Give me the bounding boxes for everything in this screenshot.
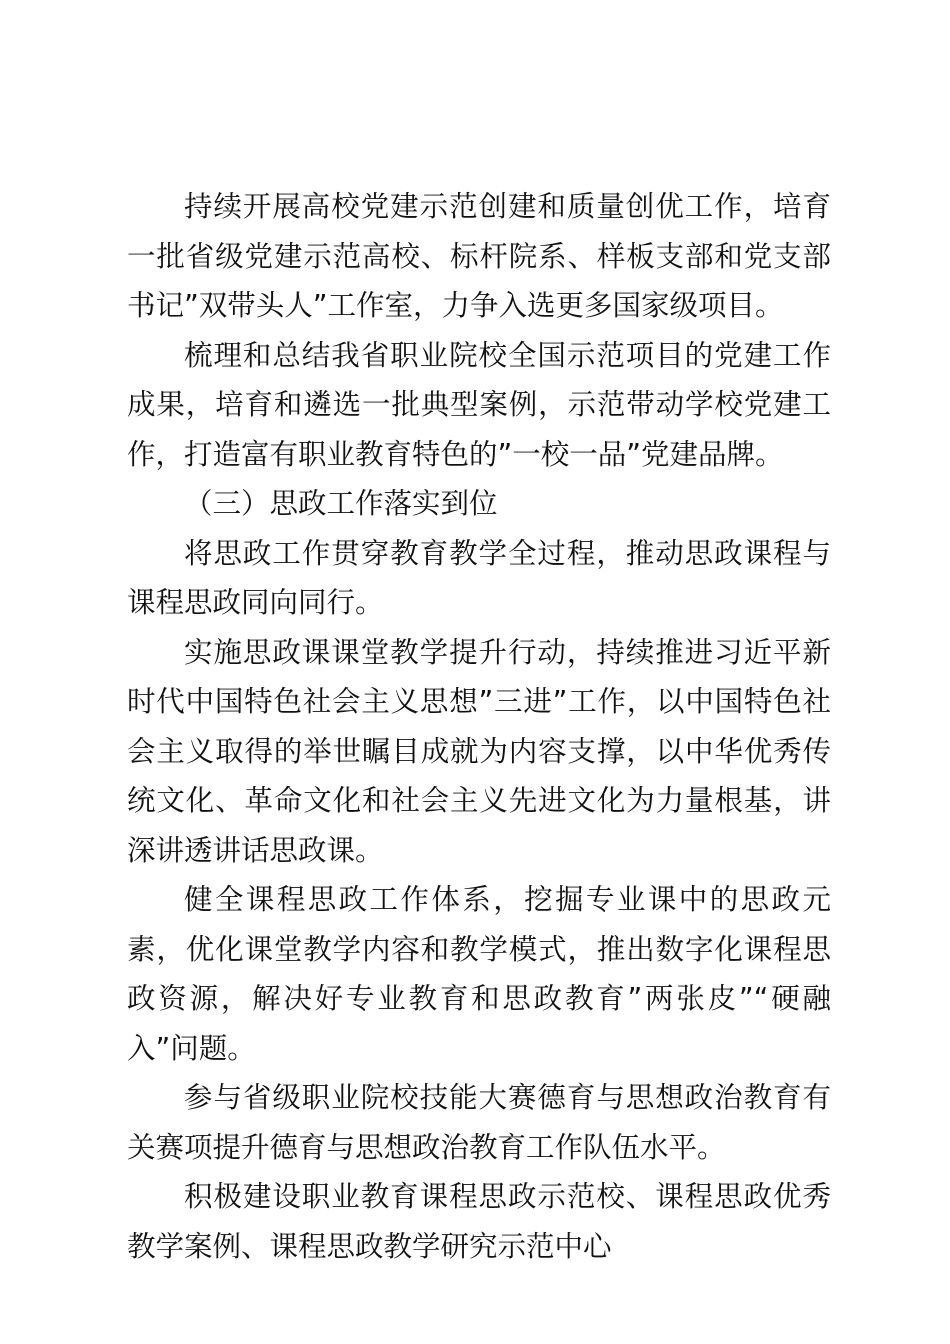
paragraph-classroom-teaching-action: 实施思政课课堂教学提升行动，持续推进习近平新时代中国特色社会主义思想”三进”工作，以中国特色社会主义取得的举世瞩目成就为内容支撑，以中华优秀传统文化、革命文化和社会主义先进文化为力量根基，讲深讲透讲话思政课。: [127, 635, 831, 867]
section-heading-ideological-work: （三）思政工作落实到位: [184, 487, 498, 520]
paragraph-ideological-throughout-teaching: 将思政工作贯穿教育教学全过程，推动思政课程与课程思政同向同行。: [127, 536, 831, 619]
paragraph-demonstration-schools: 积极建设职业教育课程思政示范校、课程思政优秀教学案例、课程思政教学研究示范中心: [127, 1180, 831, 1263]
paragraph-party-building-demonstration: 持续开展高校党建示范创建和质量创优工作，培育一批省级党建示范高校、标杆院系、样板支部和党支部书记”双带头人”工作室，力争入选更多国家级项目。: [127, 190, 831, 322]
paragraph-summary-typical-cases: 梳理和总结我省职业院校全国示范项目的党建工作成果，培育和遴选一批典型案例，示范带动学校党建工作，打造富有职业教育特色的”一校一品”党建品牌。: [127, 338, 831, 471]
document-body: [127, 182, 831, 1271]
paragraph-course-ideology-system: 健全课程思政工作体系，挖掘专业课中的思政元素，优化课堂教学内容和教学模式，推出数字化课程思政资源，解决好专业教育和思政教育”两张皮”“硬融入”问题。: [127, 883, 831, 1065]
paragraph-skills-competition: 参与省级职业院校技能大赛德育与思想政治教育有关赛项提升德育与思想政治教育工作队伍水平。: [127, 1081, 831, 1164]
